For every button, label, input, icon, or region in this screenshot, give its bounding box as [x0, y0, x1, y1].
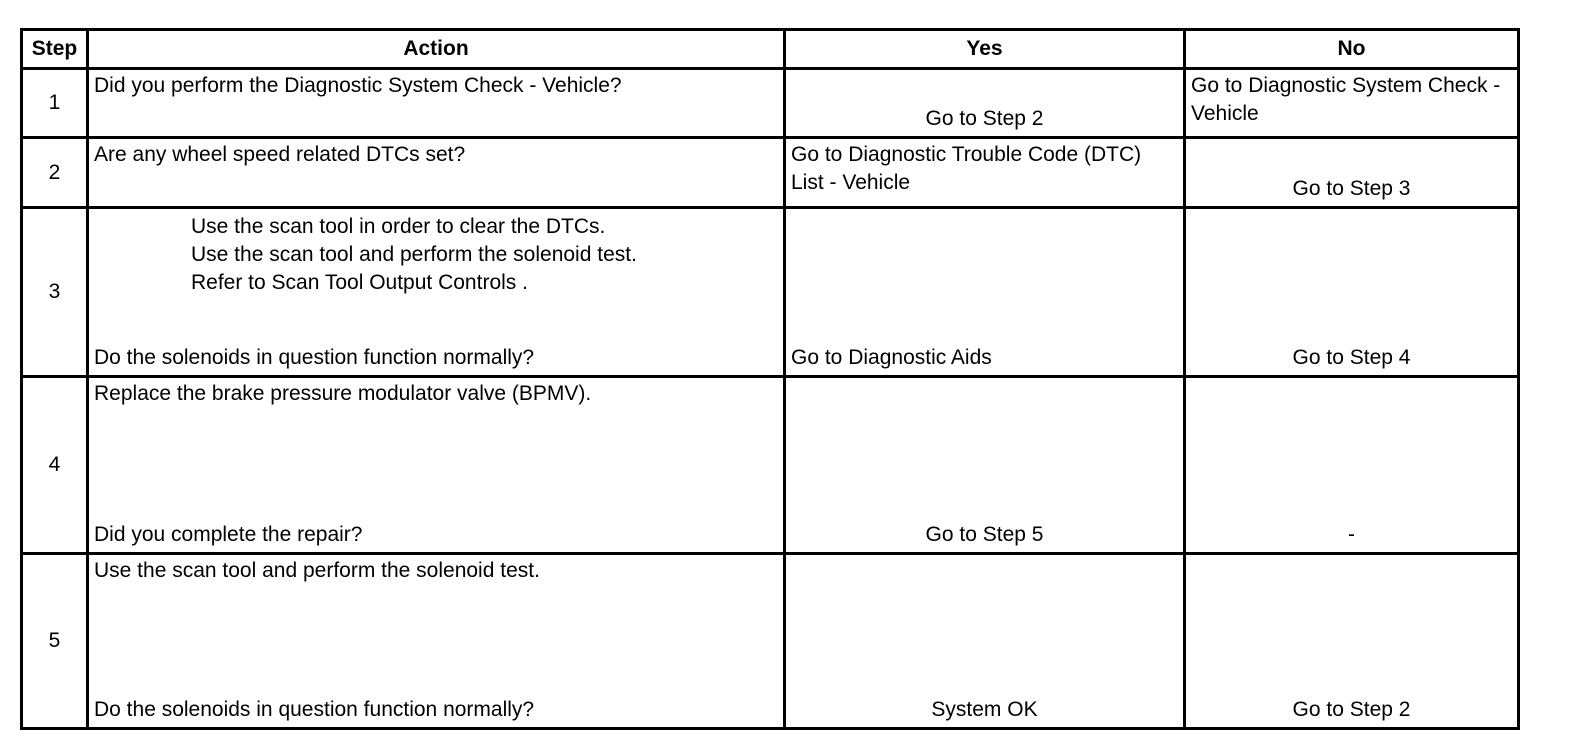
header-step: Step: [22, 30, 88, 69]
action-instruction: Use the scan tool and perform the solenoid test.: [94, 559, 540, 582]
no-outcome: Go to Step 4: [1292, 346, 1411, 369]
yes-outcome: Go to Step 5: [925, 523, 1044, 546]
yes-cell: [785, 69, 1185, 138]
no-cell: [1185, 69, 1519, 138]
step-number: 2: [48, 160, 61, 184]
action-question: Are any wheel speed related DTCs set?: [94, 143, 466, 166]
yes-outcome: Go to Step 2: [925, 107, 1044, 130]
no-cell: [1185, 554, 1519, 729]
yes-cell: [785, 138, 1185, 208]
instruction-line: Use the scan tool in order to clear the DTCs.: [191, 215, 606, 238]
no-outcome: Go to Diagnostic System Check - Vehicle: [1191, 74, 1501, 125]
action-question: Do the solenoids in question function normally?: [94, 346, 535, 369]
action-instructions: [191, 213, 779, 297]
no-outcome: -: [1348, 523, 1355, 546]
step-number: 4: [48, 453, 61, 476]
header-row: [22, 30, 1519, 69]
action-cell: [88, 554, 785, 729]
header-no: No: [1185, 30, 1519, 69]
step-cell: [22, 554, 88, 729]
yes-cell: [785, 377, 1185, 554]
action-cell: [88, 377, 785, 554]
yes-cell: [785, 208, 1185, 377]
no-outcome: Go to Step 2: [1292, 698, 1411, 721]
no-cell: [1185, 138, 1519, 208]
diagnostic-table: [20, 28, 1520, 730]
step-cell: [22, 208, 88, 377]
header-action: Action: [88, 30, 785, 69]
table-row-step-4: [22, 377, 1519, 554]
table-row-step-3: [22, 208, 1519, 377]
table-row-step-1: [22, 69, 1519, 138]
step-cell: [22, 138, 88, 208]
step-number: 1: [48, 91, 61, 114]
header-yes: Yes: [785, 30, 1185, 69]
yes-outcome: System OK: [931, 698, 1038, 721]
action-cell: [88, 208, 785, 377]
step-cell: [22, 377, 88, 554]
yes-outcome: Go to Diagnostic Aids: [791, 346, 992, 369]
yes-outcome: Go to Diagnostic Trouble Code (DTC) List - Vehicle: [791, 143, 1142, 194]
action-question: Did you perform the Diagnostic System Check - Vehicle?: [94, 74, 622, 97]
action-question: Did you complete the repair?: [94, 523, 363, 546]
instruction-line: Refer to Scan Tool Output Controls .: [191, 271, 528, 294]
action-instruction: Replace the brake pressure modulator valve (BPMV).: [94, 382, 592, 405]
instruction-line: Use the scan tool and perform the solenoid test.: [191, 243, 637, 266]
no-cell: [1185, 208, 1519, 377]
no-outcome: Go to Step 3: [1292, 177, 1411, 200]
table-row-step-2: [22, 138, 1519, 208]
action-question: Do the solenoids in question function normally?: [94, 698, 535, 721]
step-number: 5: [48, 629, 61, 652]
yes-cell: [785, 554, 1185, 729]
table-row-step-5: [22, 554, 1519, 729]
action-cell: [88, 138, 785, 208]
no-cell: [1185, 377, 1519, 554]
step-number: 3: [48, 280, 61, 303]
action-cell: [88, 69, 785, 138]
step-cell: [22, 69, 88, 138]
